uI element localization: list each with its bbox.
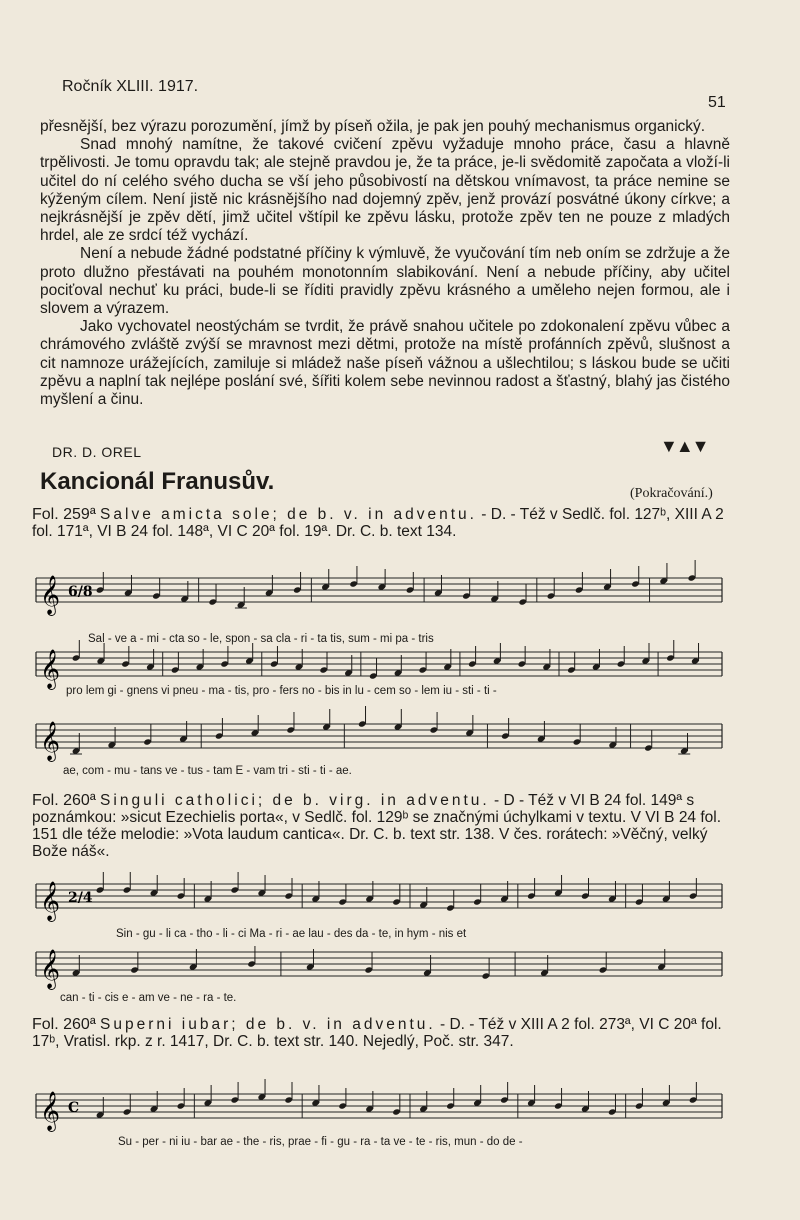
treble-clef: 𝄞 — [40, 721, 61, 761]
treble-clef: 𝄞 — [40, 1091, 61, 1131]
music-staff — [0, 566, 800, 616]
time-signature: 2/4 — [68, 890, 93, 906]
incipit: Superni iubar; de b. v. in adventu. — [100, 1016, 436, 1033]
section-title: Kancionál Franusův. — [40, 468, 275, 495]
folio-label: Fol. 260ª — [32, 1016, 96, 1033]
incipit: Singuli catholici; de b. virg. in adventu. — [100, 792, 490, 809]
lyric-line: Su - per - ni iu - bar ae - the - ris, prae - fi - gu - ra - ta ve - te - ris, mun - do de - — [118, 1136, 523, 1148]
volume-header: Ročník XLIII. 1917. — [62, 78, 199, 95]
music-staff — [0, 1082, 800, 1132]
entry-note: - D. - Též v XIII A 2 fol. 273ª, VI C 20ª fol. 17ᵇ, Vratisl. rkp. z r. 1417, Dr. C. b. text str. 140. Nejedlý, Poč. str. 347. — [32, 1016, 722, 1050]
music-staff — [0, 712, 800, 762]
paragraph-2: Snad mnohý namítne, že takové cvičení zpěvu vyžaduje mnoho práce, času a hlavně trpělivosti. Je tomu opravdu tak; ale stejně pravdou je, že ta práce, je-li svědomitě započata a vloží-li učitel do ní celého svého ducha se vší jeho působivostí na dětskou vnímavost, ta práce nemine se kýženým cílem. Není jistě nic krásnějšího nad dojemný zpěv, jenž provází posvátné úkony církve; a nejkrásnější je zpěv dětí, jimž učitel vštípil ke zpěvu lásku, protože zpěv ten ne pouze z mladých hrdel, ale ze srdcí též vychází. — [40, 136, 730, 245]
continued-note: (Pokračování.) — [630, 486, 713, 501]
paragraph-1: přesnější, bez výrazu porozumění, jímž by píseň ožila, je pak jen pouhý mechanismus organický. — [40, 118, 706, 135]
time-signature: 6/8 — [68, 584, 93, 600]
time-signature: C — [68, 1100, 80, 1116]
treble-clef: 𝄞 — [40, 881, 61, 921]
entry-note: - D - Též v VI B 24 fol. 149ª s poznámkou: »sicut Ezechielis porta«, v Sedlč. fol. 129ᵇ se značnými úchylkami v textu. V VI B 24 fol. 151 dle téže melodie: »Vota laudum cantica«. Dr. C. b. text str. 138. V čes. rorátech: »Věčný, velký Bože náš«. — [32, 792, 722, 860]
music-staff — [0, 872, 800, 922]
folio-label: Fol. 259ª — [32, 506, 96, 523]
paragraph-3: Není a nebude žádné podstatné příčiny k výmluvě, že vyučování tím neb oním se zdržuje a že proto dlužno přestávati na pouhém monotonním slabikování. Není a nebude příčiny, aby učitel pociťoval nechuť ku práci, bude-li se říditi pravidly zpěvu krásného a uměleho nejen formou, ale i slovem a výrazem. — [40, 245, 730, 318]
treble-clef: 𝄞 — [40, 649, 61, 689]
folio-label: Fol. 260ª — [32, 792, 96, 809]
treble-clef: 𝄞 — [40, 575, 61, 615]
lyric-line: Sin - gu - li ca - tho - li - ci Ma - ri - ae lau - des da - te, in hym - nis et — [116, 928, 467, 940]
ornament-mark: ▼▲▼ — [660, 436, 708, 456]
page-number: 51 — [708, 94, 726, 111]
author-name: DR. D. OREL — [52, 444, 142, 460]
lyric-line: pro lem gi - gnens vi pneu - ma - tis, pro - fers no - bis in lu - cem so - lem iu - sti - ti - — [66, 685, 497, 697]
treble-clef: 𝄞 — [40, 949, 61, 989]
entry-heading — [32, 506, 732, 540]
lyric-line: can - ti - cis e - am ve - ne - ra - te. — [60, 992, 237, 1004]
music-staff — [0, 640, 800, 690]
article-body — [40, 118, 730, 409]
music-staff — [0, 940, 800, 990]
incipit: Salve amicta sole; de b. v. in adventu. — [100, 506, 477, 523]
paragraph-4: Jako vychovatel neostýchám se tvrdit, že právě snahou učitele po zdokonalení zpěvu vůbec a chrámového zvláště zvýší se mravnost mezi dětmi, protože na místě profánních zpěvů, slušnost a cit namnoze urážejících, zamiluje si mládež naše píseň vážnou a ušlechtilou; s láskou bude se učiti zpěvu a naplní tak nejlépe poslání své, šířiti kolem sebe nevinnou radost a šťastný, blahý jas čistého myšlení a činu. — [40, 318, 730, 409]
entry-heading — [32, 792, 732, 860]
lyric-line: ae, com - mu - tans ve - tus - tam E - vam tri - sti - ti - ae. — [63, 765, 352, 777]
lyric-line: Sal - ve a - mi - cta so - le, spon - sa cla - ri - ta tis, sum - mi pa - tris — [88, 633, 434, 645]
entry-heading — [32, 1016, 732, 1050]
entry-note: - D. - Též v Sedlč. fol. 127ᵇ, XIII A 2 fol. 171ª, VI B 24 fol. 148ª, VI C 20ª fol. 19ª. Dr. C. b. text 134. — [32, 506, 724, 540]
